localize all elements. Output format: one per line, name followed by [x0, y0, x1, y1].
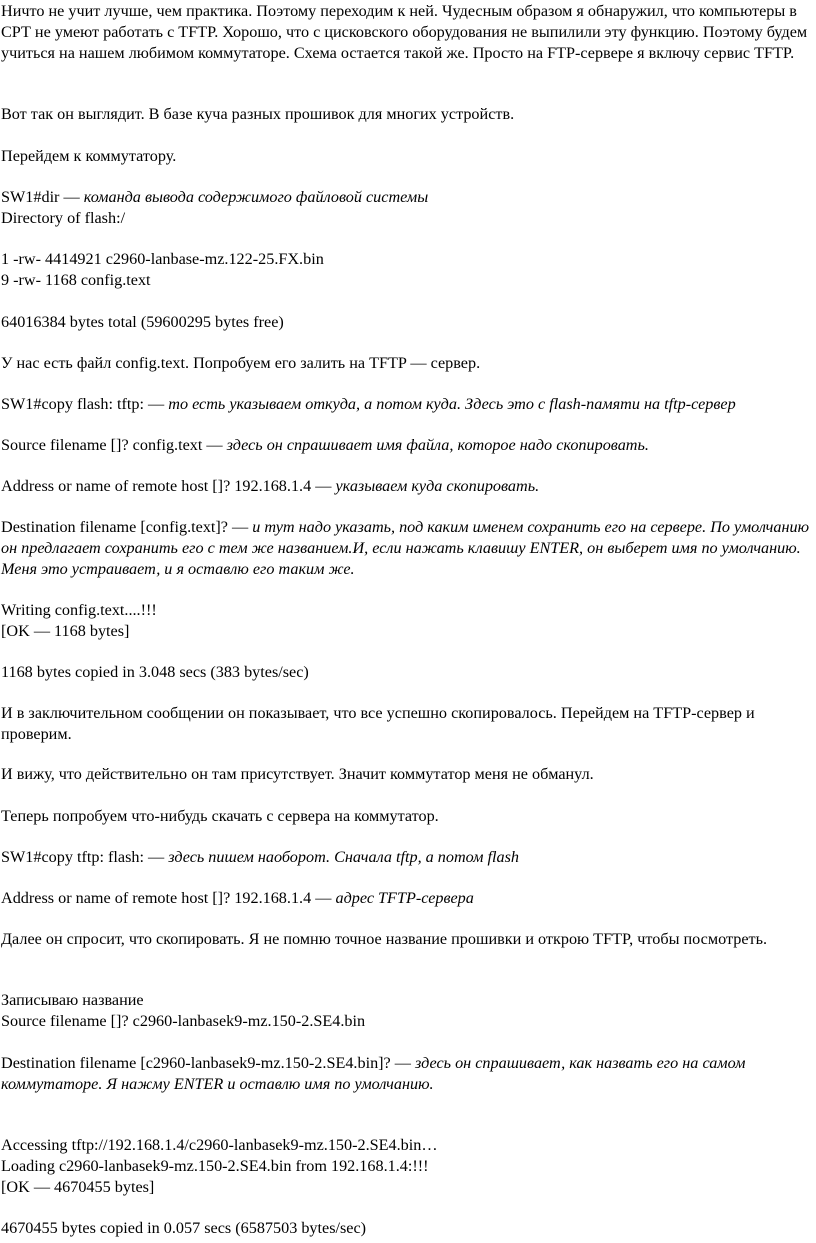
file-entry-2: 9 -rw- 1168 config.text	[1, 271, 151, 289]
dir-command: SW1#dir —	[1, 188, 84, 206]
remote-host-comment: указываем куда скопировать.	[335, 477, 540, 495]
destination-filename-comment-2: здесь он спрашивает, как назвать его на самом коммутаторе. Я нажму ENTER и оставлю имя по умолчанию.	[1, 1054, 746, 1093]
remote-host-prompt: Address or name of remote host []? 192.168.1.4 —	[1, 477, 336, 495]
switch-intro: Перейдем к коммутатору.	[1, 147, 177, 165]
copy-to-flash-comment: здесь пишем наоборот. Сначала tftp, а потом flash	[168, 848, 520, 866]
directory-header: Directory of flash:/	[1, 209, 126, 227]
destination-filename-line-2	[1, 1053, 814, 1095]
upload-intro: У нас есть файл config.text. Попробуем его залить на TFTP — сервер.	[1, 354, 481, 372]
verify-paragraph: И вижу, что действительно он там присутствует. Значит коммутатор меня не обманул.	[1, 765, 594, 783]
source-filename-line	[1, 435, 814, 456]
success-paragraph: И в заключительном сообщении он показывает, что все успешно скопировалось. Перейдем на TFTP-сервер и проверим.	[1, 704, 755, 743]
destination-filename-prompt: Destination filename [config.text]? —	[1, 518, 253, 536]
bytes-total-line: 64016384 bytes total (59600295 bytes free)	[1, 313, 284, 331]
copy-to-flash-command: SW1#copy tftp: flash: —	[1, 848, 169, 866]
copied-stats-line-2: 4670455 bytes copied in 0.057 secs (6587503 bytes/sec)	[1, 1219, 367, 1237]
remote-host-line	[1, 476, 814, 497]
copy-to-tftp-comment: то есть указываем откуда, а потом куда. Здесь это с flash-памяти на tftp-сервер	[168, 395, 736, 413]
ok-bytes-line: [OK — 1168 bytes]	[1, 622, 130, 640]
tftp-description: Вот так он выглядит. В базе куча разных прошивок для многих устройств.	[1, 105, 515, 123]
firmware-paragraph: Далее он спросит, что скопировать. Я не помню точное название прошивки и открою TFTP, чтобы посмотреть.	[1, 930, 768, 948]
loading-line: Loading c2960-lanbasek9-mz.150-2.SE4.bin from 192.168.1.4:!!!	[1, 1157, 429, 1175]
download-intro: Теперь попробуем что-нибудь скачать с сервера на коммутатор.	[1, 807, 439, 825]
source-filename-prompt: Source filename []? config.text —	[1, 436, 227, 454]
intro-paragraph: Ничто не учит лучше, чем практика. Поэтому переходим к ней. Чудесным образом я обнаружил, что компьютеры в СРТ не умеют работать с TFTP. Хорошо, что с цисковского оборудования не выпилили эту функцию. Поэтому будем учиться на нашем любимом коммутаторе. Схема остается такой же. Просто на FTP-сервере я включу сервис TFTP.	[1, 2, 808, 62]
write-name-line: Записываю название	[1, 991, 144, 1009]
destination-filename-comment: и тут надо указать, под каким именем сохранить его на сервере. По умолчанию он предлагает сохранить его с тем же названием.И, если нажать клавишу ENTER, он выберет имя по умолчанию. Меня это устраивает, и я оставлю его таким же.	[1, 518, 810, 578]
destination-filename-line	[1, 517, 814, 580]
accessing-line: Accessing tftp://192.168.1.4/c2960-lanbasek9-mz.150-2.SE4.bin…	[1, 1136, 438, 1154]
copy-to-flash-line	[1, 847, 814, 868]
destination-filename-prompt-2: Destination filename [c2960-lanbasek9-mz.150-2.SE4.bin]? —	[1, 1054, 416, 1072]
copy-to-tftp-command: SW1#copy flash: tftp: —	[1, 395, 169, 413]
dir-command-line	[1, 187, 814, 208]
remote-host-line-2	[1, 888, 814, 909]
writing-progress: Writing config.text....!!!	[1, 601, 157, 619]
file-entry-1: 1 -rw- 4414921 c2960-lanbase-mz.122-25.FX.bin	[1, 250, 324, 268]
remote-host-prompt-2: Address or name of remote host []? 192.168.1.4 —	[1, 889, 336, 907]
ok-bytes-line-2: [OK — 4670455 bytes]	[1, 1178, 155, 1196]
copy-to-tftp-line	[1, 394, 814, 415]
source-filename-line-2: Source filename []? c2960-lanbasek9-mz.150-2.SE4.bin	[1, 1012, 366, 1030]
source-filename-comment: здесь он спрашивает имя файла, которое надо скопировать.	[226, 436, 649, 454]
remote-host-comment-2: адрес TFTP-сервера	[335, 889, 474, 907]
dir-comment: команда вывода содержимого файловой системы	[83, 188, 429, 206]
copied-stats-line: 1168 bytes copied in 3.048 secs (383 bytes/sec)	[1, 663, 309, 681]
